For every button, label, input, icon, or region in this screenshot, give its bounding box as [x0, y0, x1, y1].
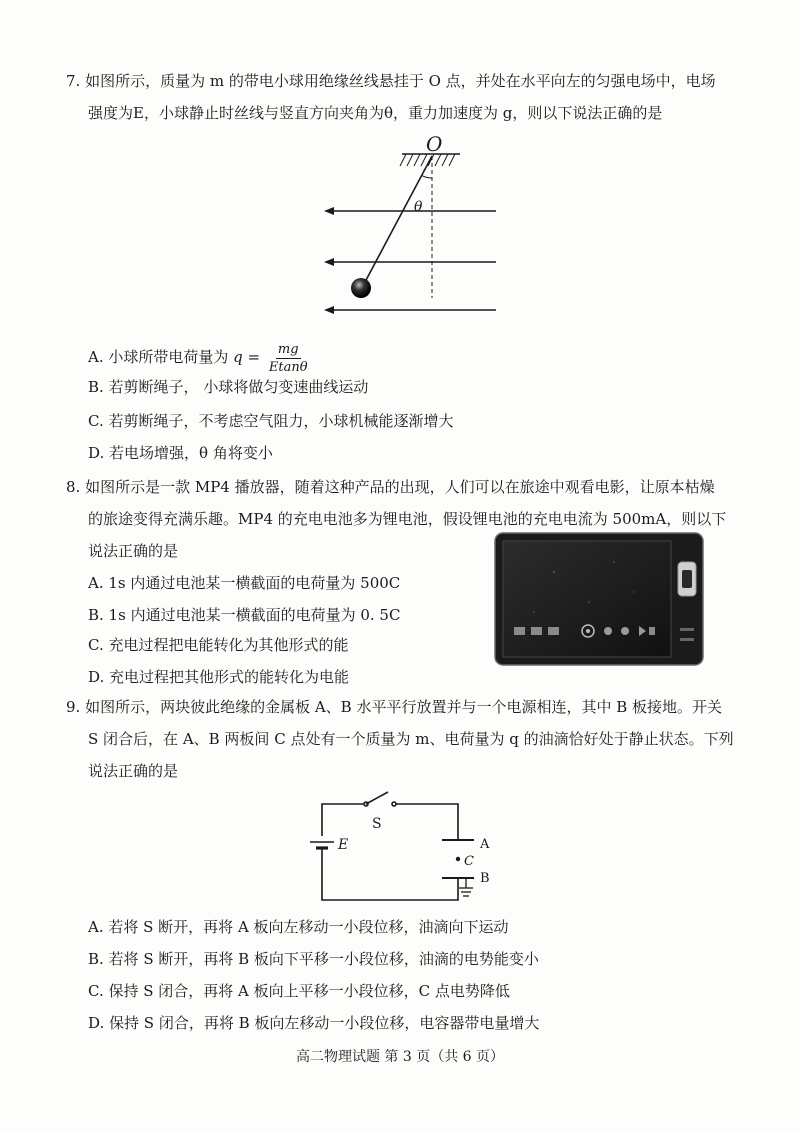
point-c-label: C: [464, 854, 474, 869]
field-line-1: [324, 207, 496, 215]
ground-symbol: [459, 878, 473, 896]
q7-option-a[interactable]: [88, 340, 312, 374]
switch-s-symbol: [364, 792, 396, 806]
q7-stem-line2: 强度为E，小球静止时丝线与竖直方向夹角为θ，重力加速度为 g，则以下说法正确的是: [88, 104, 663, 122]
q7-option-d[interactable]: D. 若电场增强，θ 角将变小: [88, 444, 273, 462]
q9-stem-line1: 9. 如图所示，两块彼此绝缘的金属板 A、B 水平平行放置并与一个电源相连，其中 B 板接地。开关: [66, 698, 723, 716]
fraction-denominator: Etanθ: [268, 359, 308, 375]
q8-option-b[interactable]: B. 1s 内通过电池某一横截面的电荷量为 0. 5C: [88, 606, 401, 624]
q9-stem-line2: S 闭合后，在 A、B 两板间 C 点处有一个质量为 m、电荷量为 q 的油滴恰好处于静止状态。下列: [88, 730, 734, 748]
switch-s-label: S: [372, 816, 382, 832]
field-line-2: [324, 258, 496, 266]
angle-arc: [422, 175, 432, 178]
plate-b-label: B: [480, 871, 490, 886]
q9-option-d[interactable]: D. 保持 S 闭合，再将 B 板向左移动一小段位移，电容器带电量增大: [88, 1014, 540, 1032]
dpad-icon: [678, 562, 696, 596]
fraction-numerator: mg: [277, 341, 299, 357]
charged-ball: [351, 278, 371, 298]
q8-stem-line1: 8. 如图所示是一款 MP4 播放器，随着这种产品的出现，人们可以在旅途中观看电影，让原本枯燥: [66, 478, 715, 496]
q7-option-a-fraction: [267, 341, 310, 376]
battery-symbol: [310, 842, 334, 848]
page-footer: 高二物理试题 第 3 页（共 6 页）: [295, 1049, 505, 1065]
point-o-label: O: [426, 136, 443, 156]
q8-option-a[interactable]: A. 1s 内通过电池某一横截面的电荷量为 500C: [88, 574, 401, 592]
q9-option-b[interactable]: B. 若将 S 断开，再将 B 板向下平移一小段位移，油滴的电势能变小: [88, 950, 539, 968]
oil-drop-point-c: [456, 857, 460, 861]
q7-option-c[interactable]: C. 若剪断绳子，不考虑空气阻力，小球机械能逐渐增大: [88, 412, 454, 430]
angle-theta-label: θ: [414, 199, 423, 215]
q9-option-c[interactable]: C. 保持 S 闭合，再将 A 板向上平移一小段位移，C 点电势降低: [88, 982, 510, 1000]
q7-option-b[interactable]: B. 若剪断绳子， 小球将做匀变速曲线运动: [88, 378, 369, 396]
q8-stem-line2: 的旅途变得充满乐趣。MP4 的充电电池多为锂电池，假设锂电池的充电电流为 500mA，则以下: [88, 510, 727, 528]
source-e-label: E: [338, 837, 349, 853]
q9-stem-line3: 说法正确的是: [88, 762, 179, 780]
q9-option-a[interactable]: A. 若将 S 断开，再将 A 板向左移动一小段位移，油滴向下运动: [88, 918, 509, 936]
q8-stem-line3: 说法正确的是: [88, 542, 179, 560]
q7-option-a-lhs: q =: [233, 348, 261, 366]
field-line-3: [324, 306, 496, 314]
q8-option-c[interactable]: C. 充电过程把电能转化为其他形式的能: [88, 636, 349, 654]
mp4-player-photo: [494, 532, 704, 666]
plate-a-label: A: [480, 837, 490, 852]
q8-option-d[interactable]: D. 充电过程把其他形式的能转化为电能: [88, 668, 350, 686]
q7-stem-line1: 7. 如图所示，质量为 m 的带电小球用绝缘丝线悬挂于 O 点，并处在水平向左的匀强电场中，电场: [66, 72, 716, 90]
string-line: [365, 156, 432, 282]
q7-option-a-prefix: A. 小球所带电荷量为: [88, 348, 229, 366]
q9-figure-circuit: [300, 790, 520, 906]
q7-figure-pendulum: [320, 136, 510, 326]
